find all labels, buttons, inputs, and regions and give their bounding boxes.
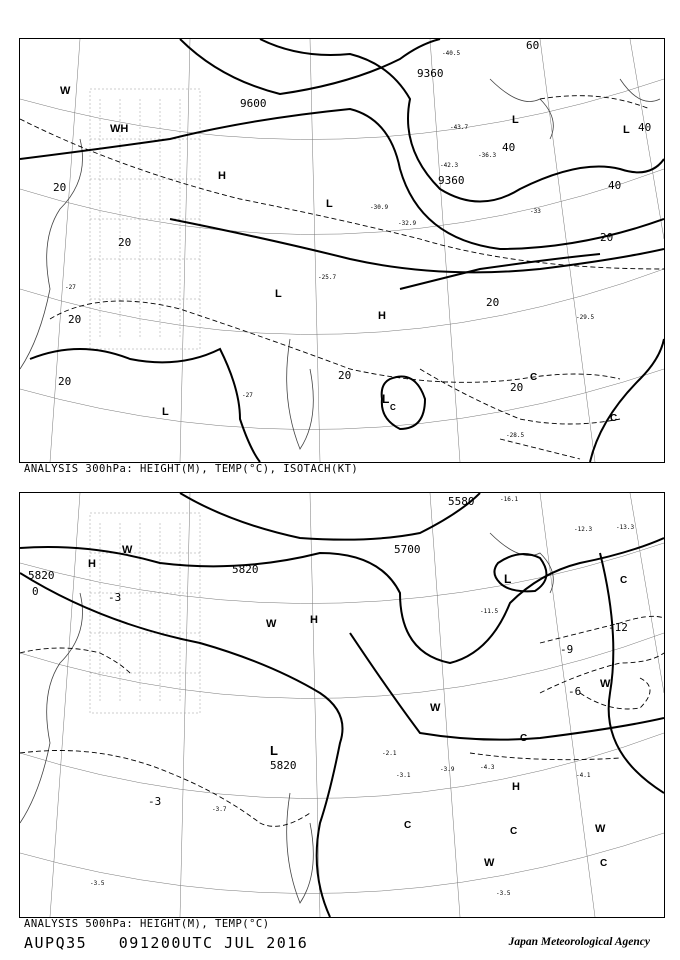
marker-w-3: W [600,678,611,690]
isotach-label-40-a: 40 [502,141,516,154]
analysis-time: 091200UTC JUL 2016 [118,934,309,952]
station-temp: -3.5 [90,880,105,887]
chart-code: AUPQ35 [24,934,88,952]
marker-c-3: C [520,733,528,744]
height-label-5820-c: 5820 [270,759,297,772]
station-temp: -11.5 [480,608,499,615]
marker-c-2: C [610,413,618,424]
map-panel-500hpa [19,492,665,918]
station-temp: -3.7 [212,806,227,813]
station-temp: -3.9 [440,766,455,773]
chart-code-and-time [24,934,308,952]
isotherm-label-minus3-a: -3 [148,795,162,808]
isotach-label-20-h: 20 [600,231,614,244]
marker-h-2: H [310,614,318,626]
height-label-9360-a: 9360 [417,67,444,80]
isotach-label-20-e: 20 [338,369,352,382]
marker-w-4: W [595,823,606,835]
height-label-5700: 5700 [394,543,421,556]
marker-w-1: W [122,544,133,556]
station-temp: -12.3 [574,526,593,533]
marker-wh: WH [110,123,129,135]
marker-c-1: C [530,372,538,383]
marker-c-1: C [404,820,412,831]
marker-w: W [60,85,71,97]
marker-w-6: W [430,702,441,714]
map-panel-300hpa [19,38,665,463]
marker-h-2: H [378,310,386,322]
marker-w-2: W [266,618,277,630]
lat-lon-grid [20,39,664,462]
marker-c-3: C [390,403,396,412]
contour-labels [28,495,628,808]
height-label-9360-b: 9360 [438,174,465,187]
station-temp: -43.7 [450,124,469,131]
station-temp: -25.7 [318,274,337,281]
isotherm-label-minus3-b: -3 [108,591,122,604]
station-temp: -3.5 [496,890,511,897]
station-temp: -28.5 [506,432,525,439]
isotachs [20,96,664,459]
isotach-label-20-d: 20 [58,375,72,388]
marker-c-2: C [510,826,518,837]
height-label-5820-b: 5820 [232,563,259,576]
agency-name: Japan Meteorological Agency [508,936,650,948]
marker-w-5: W [484,857,495,869]
contour-labels [53,39,651,394]
isotach-label-60: 60 [526,39,540,52]
station-temp: -29.5 [576,314,595,321]
isotach-label-20-a: 20 [53,181,67,194]
station-temp: -2.1 [382,750,397,757]
station-temps [90,496,634,897]
caption-500hpa: ANALYSIS 500hPa: HEIGHT(M), TEMP(°C) [24,918,270,930]
station-temp: -30.9 [370,204,389,211]
isotach-label-20-c: 20 [68,313,82,326]
marker-l-2: L [504,572,512,586]
isotach-label-20-g: 20 [510,381,524,394]
marker-l-2: L [275,288,282,300]
pressure-centers [88,544,627,869]
station-temp: -32.9 [398,220,417,227]
map-300hpa-canvas [20,39,664,462]
marker-l-3: L [326,198,333,210]
height-label-5580: 5580 [448,495,475,508]
marker-l-1: L [270,743,278,758]
station-temp: -16.1 [500,496,519,503]
station-temp: -36.3 [478,152,497,159]
marker-h-3: H [512,781,520,793]
isotherm-label-minus9: -9 [560,643,574,656]
marker-l-6: L [382,392,390,406]
marker-c-5: C [620,575,628,586]
station-temp: -33 [530,208,541,215]
station-temp: -3.1 [396,772,411,779]
marker-l-4: L [512,114,519,126]
marker-h-1: H [218,170,226,182]
map-500hpa-canvas [20,493,664,917]
isotherm-label-minus6: -6 [568,685,582,698]
isotherm-label-minus12: -12 [608,621,628,634]
marker-l-1: L [162,406,169,418]
station-temp: -27 [65,284,76,291]
lat-lon-grid [20,493,664,917]
isotach-label-20-f: 20 [486,296,500,309]
cloud-hatching [90,513,200,713]
height-label-5820-a: 5820 [28,569,55,582]
isotach-label-40-c: 40 [638,121,652,134]
isotach-label-20-b: 20 [118,236,132,249]
station-temp: -4.3 [480,764,495,771]
isotherm-label-0: 0 [32,585,39,598]
station-temp: -27 [242,392,253,399]
station-temp: -42.3 [440,162,459,169]
marker-c-4: C [600,858,608,869]
station-temp: -4.1 [576,772,591,779]
marker-l-5: L [623,124,630,136]
isotach-label-40-b: 40 [608,179,622,192]
station-temp: -13.3 [616,524,635,531]
caption-300hpa: ANALYSIS 300hPa: HEIGHT(M), TEMP(°C), ISOTACH(KT) [24,463,359,475]
marker-h-1: H [88,558,96,570]
height-label-9600: 9600 [240,97,267,110]
station-temp: -40.5 [442,50,461,57]
